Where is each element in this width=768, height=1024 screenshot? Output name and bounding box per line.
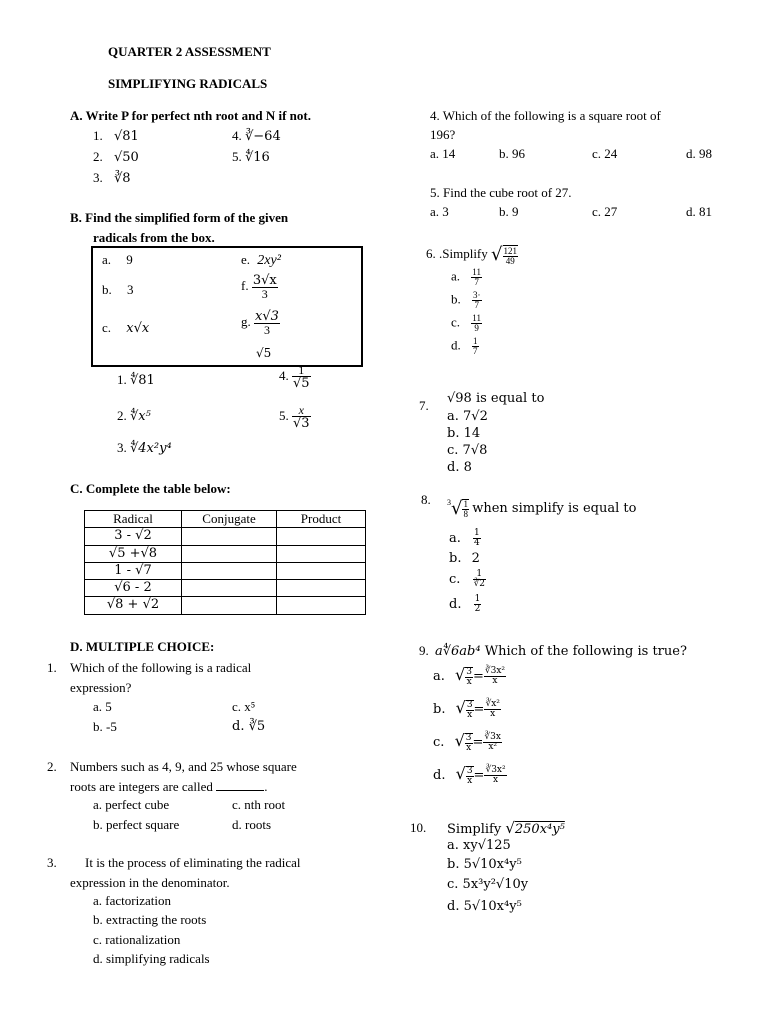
b-item-3 bbox=[117, 440, 172, 457]
q9-option-b-lhs-den: x bbox=[467, 709, 473, 720]
q3-stem-line2: expression in the denominator. bbox=[70, 875, 230, 890]
q2-stem-text: roots are integers are called bbox=[70, 779, 213, 794]
a-item-3-num: 3. bbox=[93, 170, 103, 185]
q8-stem: when simplify is equal to bbox=[472, 501, 637, 517]
q9-option-d-root: √ bbox=[455, 764, 466, 783]
header-radical: Radical bbox=[85, 511, 182, 528]
q10-number: 10. bbox=[410, 820, 427, 835]
b-item-3-radical: ∜4x²y⁴ bbox=[130, 441, 172, 456]
q2-option-a[interactable]: a. perfect cube bbox=[93, 797, 170, 812]
b-item-5 bbox=[279, 404, 311, 430]
table-row bbox=[85, 545, 366, 562]
box-choice-partial: √5 bbox=[256, 346, 272, 360]
q4-stem-line1: 4. Which of the following is a square root of bbox=[430, 108, 661, 123]
q8-option-b-value: 2 bbox=[471, 551, 480, 566]
b-item-1-radical: ∜81 bbox=[130, 373, 155, 388]
box-choice-e bbox=[241, 252, 281, 270]
q8-root-sign: √ bbox=[451, 498, 463, 519]
table-row bbox=[85, 562, 366, 579]
q10-option-c[interactable]: c. 5x³y²√10y bbox=[447, 877, 529, 892]
q8-root-index: 3 bbox=[447, 498, 451, 507]
q9-option-b-root: √ bbox=[455, 698, 466, 717]
q1-option-d[interactable]: d. ∛5 bbox=[232, 719, 266, 734]
q2-option-c[interactable]: c. nth root bbox=[232, 797, 286, 812]
q9-option-b-rhs-num: ∛x² bbox=[485, 699, 500, 709]
radical-cell: √5 +√8 bbox=[85, 545, 182, 562]
b-item-5-num: 5. bbox=[279, 407, 289, 423]
box-choice-b bbox=[102, 282, 134, 298]
header-conjugate: Conjugate bbox=[182, 511, 277, 528]
q9-option-c[interactable] bbox=[433, 731, 502, 753]
q9-line bbox=[435, 644, 687, 660]
q8-option-a-den: 4 bbox=[474, 538, 480, 548]
q9-option-b-rhs-den: x bbox=[490, 709, 496, 719]
a-item-5 bbox=[232, 149, 270, 166]
q3-option-c[interactable]: c. rationalization bbox=[93, 932, 181, 947]
q10-stem: Simplify bbox=[447, 822, 502, 837]
box-choice-f-numerator: 3√x bbox=[252, 273, 277, 288]
q6-number: 6. bbox=[426, 246, 436, 262]
a-item-1 bbox=[93, 128, 139, 145]
page-subtitle: SIMPLIFYING RADICALS bbox=[108, 76, 268, 91]
q2-blank[interactable] bbox=[216, 778, 264, 791]
b-item-4 bbox=[279, 364, 311, 390]
q8-number: 8. bbox=[421, 492, 431, 507]
q8-option-b-label: b. bbox=[449, 551, 462, 566]
q9-option-a-label: a. bbox=[433, 669, 445, 684]
q5-option-d[interactable]: d. 81 bbox=[686, 204, 712, 219]
answer-box bbox=[91, 246, 363, 367]
q6-option-d-fraction bbox=[472, 337, 479, 356]
table-row bbox=[85, 580, 366, 597]
q8-option-d[interactable] bbox=[449, 595, 481, 614]
q6-option-a[interactable] bbox=[451, 268, 482, 287]
q9-option-c-lhs-den: x bbox=[466, 742, 472, 753]
b-item-2-num: 2. bbox=[117, 408, 127, 423]
section-a-heading: A. Write P for perfect nth root and N if not. bbox=[70, 108, 311, 123]
b-item-5-denominator: √3 bbox=[293, 416, 310, 431]
q9-option-d-lhs-num: 3 bbox=[466, 765, 473, 776]
q8-option-c-num: 1 bbox=[473, 570, 486, 580]
radical-cell: √6 - 2 bbox=[85, 580, 182, 597]
q6-radicand-den: 49 bbox=[505, 255, 515, 266]
box-choice-c bbox=[102, 320, 149, 337]
q8-option-a[interactable] bbox=[449, 529, 481, 548]
radical-cell: 3 - √2 bbox=[85, 528, 182, 545]
q8-expression bbox=[447, 498, 636, 521]
box-choice-c-label: c. bbox=[102, 320, 112, 335]
q6-line bbox=[426, 244, 518, 267]
q6-option-d-label: d. bbox=[451, 337, 461, 353]
q9-option-a-rhs-den: x bbox=[492, 676, 498, 686]
box-choice-a bbox=[102, 252, 133, 268]
q8-option-d-label: d. bbox=[449, 597, 462, 612]
box-choice-f-label: f. bbox=[241, 277, 249, 293]
table-row bbox=[85, 597, 366, 614]
q10-root-sign: √ bbox=[505, 819, 515, 837]
box-choice-a-value: 9 bbox=[126, 252, 133, 267]
box-choice-g-numerator: x√3 bbox=[255, 309, 279, 324]
q8-option-c-fraction bbox=[473, 570, 486, 589]
box-choice-e-label: e. bbox=[241, 252, 251, 267]
a-item-2-radical: √50 bbox=[114, 150, 139, 165]
q10-option-a[interactable]: a. xy√125 bbox=[447, 838, 511, 853]
q1-option-b[interactable]: b. -5 bbox=[93, 719, 117, 734]
q6-option-d-den: 7 bbox=[473, 346, 478, 356]
q9-option-d-rhs bbox=[484, 766, 506, 785]
box-choice-g bbox=[241, 310, 280, 336]
table-header-row bbox=[85, 511, 366, 528]
q3-option-a[interactable]: a. factorization bbox=[93, 893, 171, 908]
q6-option-c[interactable] bbox=[451, 314, 482, 333]
q9-option-d-sign: = bbox=[473, 768, 485, 783]
q7-number: 7. bbox=[419, 398, 429, 413]
box-choice-f-denominator: 3 bbox=[261, 287, 268, 301]
q9-option-a-rhs-num: ∛3x² bbox=[484, 666, 506, 676]
q8-option-c[interactable] bbox=[449, 570, 486, 589]
q9-option-c-root: √ bbox=[454, 731, 465, 750]
q6-option-a-label: a. bbox=[451, 268, 461, 284]
q9-option-b-label: b. bbox=[433, 702, 446, 717]
q8-radicand-den: 8 bbox=[463, 509, 468, 520]
page-title: QUARTER 2 ASSESSMENT bbox=[108, 44, 271, 59]
b-item-5-numerator: x bbox=[292, 404, 311, 417]
q6-option-b[interactable] bbox=[451, 291, 482, 310]
q8-option-a-num: 1 bbox=[474, 528, 480, 538]
q3-option-b[interactable]: b. extracting the roots bbox=[93, 912, 207, 927]
q9-option-c-lhs-num: 3 bbox=[465, 732, 472, 743]
q6-option-b-den: 7 bbox=[474, 300, 479, 310]
q9-option-a-lhs bbox=[465, 667, 473, 687]
b-item-4-num: 4. bbox=[279, 367, 289, 383]
a-item-5-radical: ∜16 bbox=[245, 150, 270, 165]
conjugate-table bbox=[84, 510, 366, 615]
q9-option-a-lhs-num: 3 bbox=[466, 666, 472, 677]
q9-expression: a∜6ab⁴ bbox=[435, 644, 481, 659]
conjugate-cell[interactable] bbox=[182, 597, 277, 614]
q9-option-a-rhs bbox=[484, 667, 506, 686]
q9-option-b-lhs bbox=[466, 700, 474, 720]
q3-option-d[interactable]: d. simplifying radicals bbox=[93, 951, 210, 966]
section-b-heading: B. Find the simplified form of the given bbox=[70, 210, 289, 225]
conjugate-cell[interactable] bbox=[182, 545, 277, 562]
box-choice-b-value: 3 bbox=[127, 282, 134, 297]
a-item-2 bbox=[93, 149, 139, 166]
q6-option-b-label: b. bbox=[451, 291, 461, 307]
q8-option-d-den: 2 bbox=[474, 604, 481, 614]
q9-option-c-label: c. bbox=[433, 735, 445, 750]
a-item-1-radical: √81 bbox=[114, 129, 139, 144]
table-row bbox=[85, 528, 366, 545]
q9-option-a[interactable] bbox=[433, 665, 506, 687]
b-item-3-num: 3. bbox=[117, 440, 127, 455]
q7-stem: √98 is equal to bbox=[447, 391, 545, 406]
q1-option-a[interactable]: a. 5 bbox=[93, 699, 112, 714]
product-cell[interactable] bbox=[277, 562, 366, 579]
q6-option-c-fraction bbox=[471, 314, 482, 333]
product-cell[interactable] bbox=[277, 597, 366, 614]
q1-option-c[interactable]: c. x⁵ bbox=[232, 699, 256, 714]
q4-option-a[interactable]: a. 14 bbox=[430, 146, 456, 161]
product-cell[interactable] bbox=[277, 528, 366, 545]
q9-option-d-rhs-num: ∛3x² bbox=[485, 765, 506, 775]
q6-option-a-fraction bbox=[471, 268, 482, 287]
q9-option-b-lhs-num: 3 bbox=[466, 699, 473, 710]
radical-cell: 1 - √7 bbox=[85, 562, 182, 579]
a-item-5-num: 5. bbox=[232, 149, 242, 164]
conjugate-cell[interactable] bbox=[182, 562, 277, 579]
a-item-4 bbox=[232, 128, 281, 145]
a-item-2-num: 2. bbox=[93, 149, 103, 164]
box-choice-f bbox=[241, 274, 278, 300]
conjugate-cell[interactable] bbox=[182, 528, 277, 545]
q9-option-b-rhs bbox=[484, 700, 500, 719]
q9-option-a-lhs-den: x bbox=[466, 676, 472, 687]
q9-option-c-rhs-num: ∛3x bbox=[484, 732, 501, 742]
q9-option-d-lhs bbox=[466, 766, 474, 786]
b-item-5-fraction bbox=[292, 404, 311, 430]
product-cell[interactable] bbox=[277, 545, 366, 562]
a-item-4-radical: ∛−64 bbox=[245, 129, 281, 144]
radical-cell: √8 + √2 bbox=[85, 597, 182, 614]
q8-option-b[interactable] bbox=[449, 551, 480, 567]
q6-option-c-den: 9 bbox=[474, 323, 479, 333]
q8-radicand bbox=[462, 499, 469, 519]
q9-option-a-root: √ bbox=[455, 665, 466, 684]
q9-option-d-lhs-den: x bbox=[467, 775, 473, 786]
q9-option-b-sign: = bbox=[473, 702, 485, 717]
box-choice-f-fraction bbox=[252, 274, 278, 300]
q2-option-b[interactable]: b. perfect square bbox=[93, 817, 180, 832]
q6-radicand-num: 121 bbox=[503, 245, 517, 256]
q1-stem-line1: Which of the following is a radical bbox=[70, 660, 252, 675]
q8-option-c-den: ∛2 bbox=[473, 579, 486, 589]
a-item-3-radical: ∛8 bbox=[114, 171, 131, 186]
section-b-heading-line2: radicals from the box. bbox=[93, 230, 215, 245]
q6-option-a-num: 11 bbox=[472, 267, 481, 277]
b-item-2 bbox=[117, 408, 151, 425]
q9-option-c-rhs-den: x² bbox=[488, 742, 498, 752]
b-item-4-fraction bbox=[292, 364, 311, 390]
q6-option-c-label: c. bbox=[451, 314, 461, 330]
q6-stem: .Simplify bbox=[439, 246, 488, 262]
q7-option-a[interactable]: a. 7√2 bbox=[447, 409, 488, 424]
q2-stem-line2 bbox=[70, 778, 267, 795]
q9-option-c-lhs bbox=[465, 733, 473, 753]
box-choice-a-label: a. bbox=[102, 252, 112, 267]
q4-stem-line2: 196? bbox=[430, 127, 456, 142]
q6-option-b-fraction bbox=[472, 291, 482, 310]
q6-option-c-num: 11 bbox=[472, 313, 481, 323]
q6-option-d[interactable] bbox=[451, 337, 479, 356]
q6-option-d-num: 1 bbox=[473, 336, 478, 346]
q4-option-c[interactable]: c. 24 bbox=[592, 146, 618, 161]
q9-number: 9. bbox=[419, 643, 429, 658]
b-item-2-radical: ∜x⁵ bbox=[130, 409, 151, 424]
q6-option-a-den: 7 bbox=[474, 277, 479, 287]
q9-option-c-sign: = bbox=[472, 735, 484, 750]
q7-option-d[interactable]: d. 8 bbox=[447, 460, 472, 475]
a-item-3 bbox=[93, 170, 131, 187]
box-choice-b-label: b. bbox=[102, 282, 112, 297]
q6-root-sign: √ bbox=[491, 244, 503, 265]
q5-stem: 5. Find the cube root of 27. bbox=[430, 185, 572, 200]
q8-option-d-fraction bbox=[474, 595, 482, 614]
q10-option-d[interactable]: d. 5√10x⁴y⁵ bbox=[447, 899, 522, 914]
q6-radicand bbox=[503, 245, 519, 266]
q7-option-c[interactable]: c. 7√8 bbox=[447, 443, 488, 458]
q5-option-b[interactable]: b. 9 bbox=[499, 204, 519, 219]
q8-option-a-label: a. bbox=[449, 531, 461, 546]
q9-option-d-rhs-den: x bbox=[492, 775, 499, 785]
q9-option-b[interactable] bbox=[433, 698, 501, 720]
q3-number: 3. bbox=[47, 855, 57, 870]
q9-option-c-rhs bbox=[483, 733, 502, 752]
q4-option-b[interactable]: b. 96 bbox=[499, 146, 525, 161]
box-choice-g-denominator: 3 bbox=[263, 323, 270, 337]
a-item-4-num: 4. bbox=[232, 128, 242, 143]
q2-option-d[interactable]: d. roots bbox=[232, 817, 271, 832]
q7-option-b[interactable]: b. 14 bbox=[447, 426, 481, 441]
conjugate-cell[interactable] bbox=[182, 580, 277, 597]
q9-option-d[interactable] bbox=[433, 764, 507, 786]
section-c-heading: C. Complete the table below: bbox=[70, 481, 231, 496]
q10-option-b[interactable]: b. 5√10x⁴y⁵ bbox=[447, 857, 522, 872]
q9-option-a-sign: = bbox=[472, 669, 484, 684]
box-choice-e-value: 2xy² bbox=[257, 253, 281, 268]
q2-stem-period: . bbox=[264, 779, 268, 794]
b-item-4-denominator: √5 bbox=[293, 376, 310, 391]
section-d-heading: D. MULTIPLE CHOICE: bbox=[70, 639, 215, 654]
q9-option-d-label: d. bbox=[433, 768, 446, 783]
box-choice-c-value: x√x bbox=[126, 321, 150, 336]
a-item-1-num: 1. bbox=[93, 128, 103, 143]
header-product: Product bbox=[277, 511, 366, 528]
product-cell[interactable] bbox=[277, 580, 366, 597]
q8-radicand-num: 1 bbox=[463, 499, 468, 510]
b-item-1 bbox=[117, 372, 155, 389]
q2-number: 2. bbox=[47, 759, 57, 774]
q4-option-d[interactable]: d. 98 bbox=[686, 146, 712, 161]
q8-option-d-num: 1 bbox=[474, 594, 481, 604]
b-item-4-numerator: 1 bbox=[292, 364, 311, 377]
q5-option-a[interactable]: a. 3 bbox=[430, 204, 449, 219]
b-item-1-num: 1. bbox=[117, 372, 127, 387]
q6-option-b-num: 3· bbox=[473, 290, 481, 300]
q10-line bbox=[447, 819, 565, 838]
q1-stem-line2: expression? bbox=[70, 680, 132, 695]
q10-radicand: 250x⁴y⁵ bbox=[514, 822, 565, 837]
box-choice-g-label: g. bbox=[241, 313, 251, 329]
q3-stem-line1: It is the process of eliminating the radical bbox=[85, 855, 301, 870]
q5-option-c[interactable]: c. 27 bbox=[592, 204, 618, 219]
q9-stem: Which of the following is true? bbox=[484, 644, 687, 659]
q8-option-a-fraction bbox=[473, 529, 481, 548]
box-choice-g-fraction bbox=[254, 310, 280, 336]
q2-stem-line1: Numbers such as 4, 9, and 25 whose square bbox=[70, 759, 297, 774]
q1-number: 1. bbox=[47, 660, 57, 675]
q8-option-c-label: c. bbox=[449, 572, 461, 587]
